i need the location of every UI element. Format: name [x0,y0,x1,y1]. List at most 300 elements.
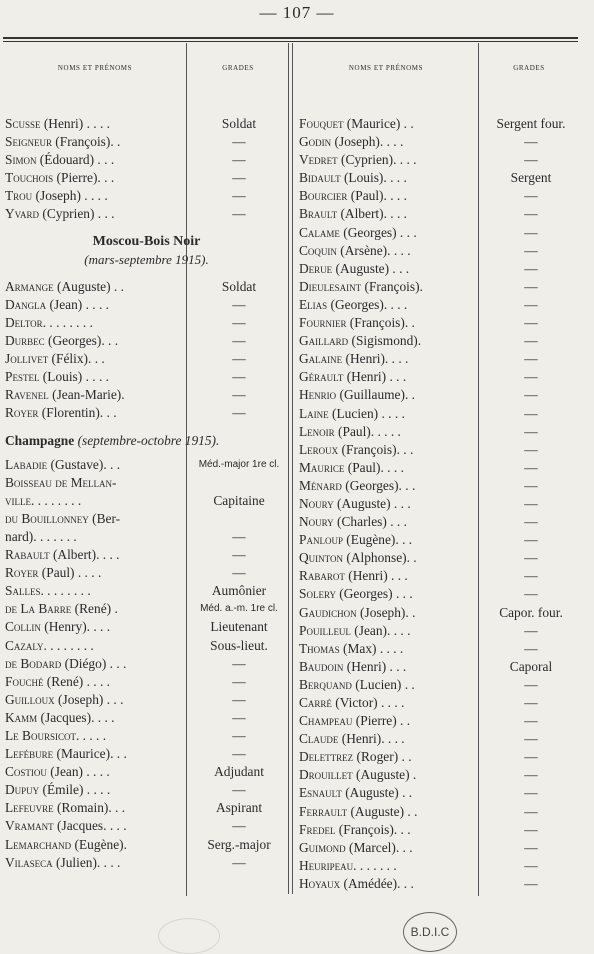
person-name [5,404,186,422]
first-name: (François). . . [338,441,414,457]
left-column [5,115,288,872]
first-name: (Henry). . . . [40,619,111,635]
last-name: Dangla [5,296,47,312]
first-name: (Cyprien). . . . [337,152,417,168]
person-name [299,441,478,459]
list-item [5,637,288,655]
list-item [5,474,288,492]
last-name: Solery [299,586,336,602]
last-name: Lefébure [5,746,54,762]
list-item [5,115,288,133]
person-name [299,386,478,404]
list-item [5,817,288,835]
last-name: Fouché [5,673,44,689]
person-name [5,817,186,835]
list-item [5,745,288,763]
list-item [5,456,288,474]
person-name [299,513,478,531]
first-name: (Alphonse). . [343,550,417,566]
list-item [299,604,584,622]
person-name [5,187,186,205]
last-name: Carré [299,695,332,710]
grade: — [524,875,538,891]
last-name: Touchois [5,170,54,186]
first-name: (Eugène). [71,836,127,852]
first-name: (Jacques). . . . [37,709,115,725]
grade: — [232,746,246,762]
list-item [5,655,288,673]
last-name: Lemarchand [5,836,72,852]
first-name: (Eugène). . . [342,532,413,548]
person-name [5,673,186,691]
grade: Aumônier [211,583,267,599]
person-name [299,640,478,658]
grade: — [524,296,538,312]
list-item [299,585,584,603]
person-name [5,781,186,799]
last-name: Gaillard [299,333,349,349]
person-name [5,169,186,187]
last-name: Ravenel [5,387,49,403]
person-name [299,821,478,839]
person-name [5,205,186,223]
section-subtitle-text: (septembre-octobre 1915). [77,432,220,448]
last-name: Kamm [5,709,38,725]
first-name: (Joseph). . [356,604,416,620]
header-rule [3,37,578,42]
last-name: Laine [299,405,329,421]
person-name [299,604,478,622]
last-name: Boisseau de Mellan- [5,474,117,490]
list-item [5,314,288,332]
last-name: Scusse [5,116,41,131]
first-name: (Gustave). . . [47,456,121,472]
grade: — [524,477,538,493]
person-name [5,350,186,368]
person-name [299,205,478,223]
list-item [5,187,288,205]
person-name [299,405,478,423]
list-item [5,169,288,187]
person-name [5,655,186,673]
last-name: Royer [5,565,39,581]
list-item [299,314,584,332]
person-name [5,618,186,636]
last-name: Fouquet [299,116,344,131]
list-item [5,492,288,510]
person-name [299,875,478,893]
first-name: (Auguste) . . [53,278,124,294]
last-name: Gérault [299,369,344,385]
last-name: Fournier [299,315,347,331]
person-name [5,854,186,872]
grade: — [524,423,538,439]
grade: — [524,622,538,638]
person-name [5,278,186,296]
last-name: Lenoir [299,423,335,439]
first-name: (Georges) . . . [335,586,413,602]
last-name: Claude [299,731,339,747]
last-name: Berquand [299,676,352,692]
last-name: Durbec [5,333,45,349]
first-name: (Paul). . . . [347,188,407,204]
first-name: (Édouard) . . . [36,152,115,168]
person-name [299,332,478,350]
grade: Capor. four. [499,604,563,620]
person-name [5,456,186,474]
first-name: (Henri) . . . [344,568,408,584]
person-name [299,857,478,875]
grade: — [232,188,246,204]
grade: — [524,387,538,403]
grade: — [232,369,246,385]
list-item [299,332,584,350]
grade: — [524,514,538,530]
person-name [299,676,478,694]
grade: Soldat [221,116,257,131]
first-name: . . . . . . . [353,857,397,873]
grade: Soldat [221,278,257,294]
list-item [299,549,584,567]
list-item [299,513,584,531]
right-column [299,115,584,893]
list-item [299,260,584,278]
person-name [299,224,478,242]
person-name [5,528,186,546]
person-name [299,296,478,314]
list-item [299,187,584,205]
first-name: (Paul). . . . [344,459,404,475]
person-name [299,803,478,821]
grade: — [232,134,246,150]
first-name: (Félix). . . [48,351,105,367]
first-name: (Pierre). . . [53,170,115,186]
person-name [299,169,478,187]
list-item [299,676,584,694]
last-name: du Bouillonney [5,510,89,526]
first-name: (Henri). . . . [338,731,405,747]
list-item [299,531,584,549]
first-name: (Georges). . . . [327,296,408,312]
last-name: Baudoin [299,658,344,674]
list-item [5,727,288,745]
list-item [299,151,584,169]
grade: — [524,640,538,656]
first-name: (Georges). . . [341,477,416,493]
grade: — [232,296,246,312]
grade: Sergent four. [496,116,566,131]
person-name [5,637,186,655]
grade: — [524,315,538,331]
grade: — [524,351,538,367]
list-item [299,766,584,784]
grade: — [232,528,246,544]
person-name [299,712,478,730]
last-name: Yvard [5,206,40,222]
first-name: (Cyprien) . . . [39,206,115,222]
faint-stamp-mark [158,918,220,954]
list-item [5,386,288,404]
first-name: (Georges) . . . [339,224,417,240]
first-name: (Julien). . . . [52,854,121,870]
last-name: Noury [299,514,334,530]
first-name: (Henri) . . . [343,658,407,674]
first-name: (Auguste) . . . [333,495,411,511]
grade: — [232,405,246,421]
person-name [299,585,478,603]
first-name: (Jean). . . . [350,622,411,638]
first-name: (Joseph). . . . [331,134,404,150]
last-name: Esnault [299,785,342,801]
person-name [5,727,186,745]
last-name: Derue [299,260,333,276]
first-name: (Joseph) . . . [54,691,124,707]
grade: — [524,676,538,692]
person-name [299,368,478,386]
header-left-grades: GRADES [222,64,254,72]
last-name: Vedret [299,152,338,168]
person-name [5,115,186,133]
grade: — [524,206,538,222]
list-item [299,350,584,368]
last-name: Rabault [5,547,50,563]
grade: — [232,387,246,403]
last-name: Deltor [5,314,43,330]
last-name: Dupuy [5,782,40,798]
first-name: (Émile) . . . . [39,782,111,798]
first-name: (Charles) . . . [333,514,407,530]
grade: — [524,224,538,240]
grade: — [232,547,246,563]
grade: — [232,565,246,581]
last-name: Guilloux [5,691,55,707]
grade: — [232,333,246,349]
first-name: (Guillaume). . [336,387,416,403]
first-name: . . . . . [75,728,107,743]
list-item [299,242,584,260]
list-item [5,673,288,691]
grade: — [524,260,538,276]
person-name [5,151,186,169]
grade: Adjudant [214,764,264,780]
grade: — [524,695,538,710]
list-item [5,618,288,636]
first-name: (Diégo) . . . [61,655,127,671]
person-name [5,745,186,763]
section-title-moscou: Moscou-Bois Noir [92,233,201,249]
last-name: Gaudichon [299,604,357,620]
list-item [299,459,584,477]
last-name: Simon [5,152,37,168]
first-name: . . . . . . . . [40,583,91,599]
person-name [5,332,186,350]
last-name: Ferrault [299,803,348,819]
person-name [299,549,478,567]
grade: — [232,728,246,743]
first-name: (Lucien) . . . . [328,405,405,421]
grade: Lieutenant [210,619,268,635]
grade: — [232,351,246,367]
last-name: Pouilleul [299,622,351,638]
person-name [5,510,186,528]
list-item [299,405,584,423]
list-item [5,510,288,528]
first-name: (Maurice) . . [343,116,414,131]
grade: — [524,459,538,475]
list-item [5,582,288,600]
list-item [299,839,584,857]
list-item [299,857,584,875]
list-item [299,712,584,730]
last-name: Collin [5,619,41,635]
grade: — [524,242,538,258]
first-name: (Georges). . . [44,333,119,349]
grade: — [232,206,246,222]
person-name [299,730,478,748]
library-stamp: B.D.I.C [403,912,457,952]
section-title-text: Champagne [5,432,75,448]
list-item [5,799,288,817]
person-name [5,314,186,332]
person-name [5,564,186,582]
person-name [5,133,186,151]
list-item [5,404,288,422]
person-name [299,278,478,296]
grade: — [524,586,538,602]
first-name: (Paul) . . . . [38,565,102,581]
first-name: (Amédée). . . [340,875,414,891]
first-name: (François). [361,278,423,294]
list-item [299,640,584,658]
list-item [5,709,288,727]
grade: — [232,691,246,707]
list-item [5,278,288,296]
person-name [5,691,186,709]
person-name [5,709,186,727]
person-name [5,386,186,404]
person-name [299,423,478,441]
person-name [299,784,478,802]
list-item [299,694,584,712]
last-name: Lefeuvre [5,800,54,816]
list-item [299,622,584,640]
last-name: Delettrez [299,749,354,765]
first-name: (François). . . [335,821,411,837]
first-name: (Jean-Marie). [48,387,125,403]
person-name [299,658,478,676]
first-name: (Marcel). . . [345,839,413,855]
grade: — [524,532,538,548]
last-name: Royer [5,405,39,421]
first-name: (Louis) . . . . [39,369,110,385]
person-name [299,260,478,278]
person-name [299,151,478,169]
last-name: Armange [5,278,54,294]
last-name: Fredel [299,821,336,837]
list-item [5,600,288,618]
grade: — [524,134,538,150]
person-name [5,368,186,386]
first-name: (René) . . . . [43,673,111,689]
first-name: (Sigismond). [348,333,422,349]
person-name [299,694,478,712]
grade: — [524,568,538,584]
last-name: Drouillet [299,767,353,783]
person-name [299,459,478,477]
last-name: Bourcier [299,188,348,204]
last-name: Maurice [299,459,345,475]
last-name: Dieulesaint [299,278,362,294]
first-name: (Florentin). . . [38,405,117,421]
list-item [299,784,584,802]
grade: Capitaine [213,492,265,508]
list-item [5,332,288,350]
person-name [299,839,478,857]
grade: — [524,369,538,385]
first-name: (Jacques. . . . [53,818,127,834]
last-name: Quinton [299,550,344,566]
first-name: nard). . . . . . . [5,528,77,544]
grade: — [232,152,246,168]
grade: Serg.-major [207,836,271,852]
person-name [299,314,478,332]
first-name: (Albert). . . . [49,547,120,563]
grade: — [524,495,538,511]
grade: — [524,713,538,729]
list-item [299,477,584,495]
last-name: Heuripeau [299,857,354,873]
last-name: Calame [299,224,340,240]
grade: Sous-lieut. [210,637,268,653]
first-name: (Victor) . . . . [331,695,405,710]
last-name: Seigneur [5,134,52,150]
first-name: (Arsène). . . . [336,242,411,258]
grade: Aspirant [215,800,263,816]
grade: Méd.-major 1re cl. [198,458,280,470]
last-name: Hoyaux [299,875,341,891]
last-name: Vramant [5,818,54,834]
grade: — [232,170,246,186]
grade: — [232,673,246,689]
last-name: Costiou [5,764,47,780]
first-name: (François). . [51,134,121,150]
last-name: Henrio [299,387,337,403]
grade: Méd. a.-m. 1re cl. [200,603,278,615]
last-name: Coquin [299,242,337,258]
person-name [299,133,478,151]
first-name: (René) . [71,601,118,617]
list-item [5,854,288,872]
grade: — [524,188,538,204]
last-name: Noury [299,495,334,511]
first-name: (François). . [346,315,415,331]
first-name: (Auguste) . . [347,803,418,819]
list-item [299,205,584,223]
list-item [299,441,584,459]
list-item [299,386,584,404]
list-item [299,730,584,748]
list-item [5,133,288,151]
list-item [5,151,288,169]
first-name: . . . . . . . . [43,637,94,653]
first-name: (Roger) . . [353,749,412,765]
grade: — [232,314,246,330]
grade: — [524,749,538,765]
first-name: (Romain). . . [53,800,126,816]
grade: — [232,818,246,834]
last-name: Pestel [5,369,40,385]
grade: — [524,278,538,294]
